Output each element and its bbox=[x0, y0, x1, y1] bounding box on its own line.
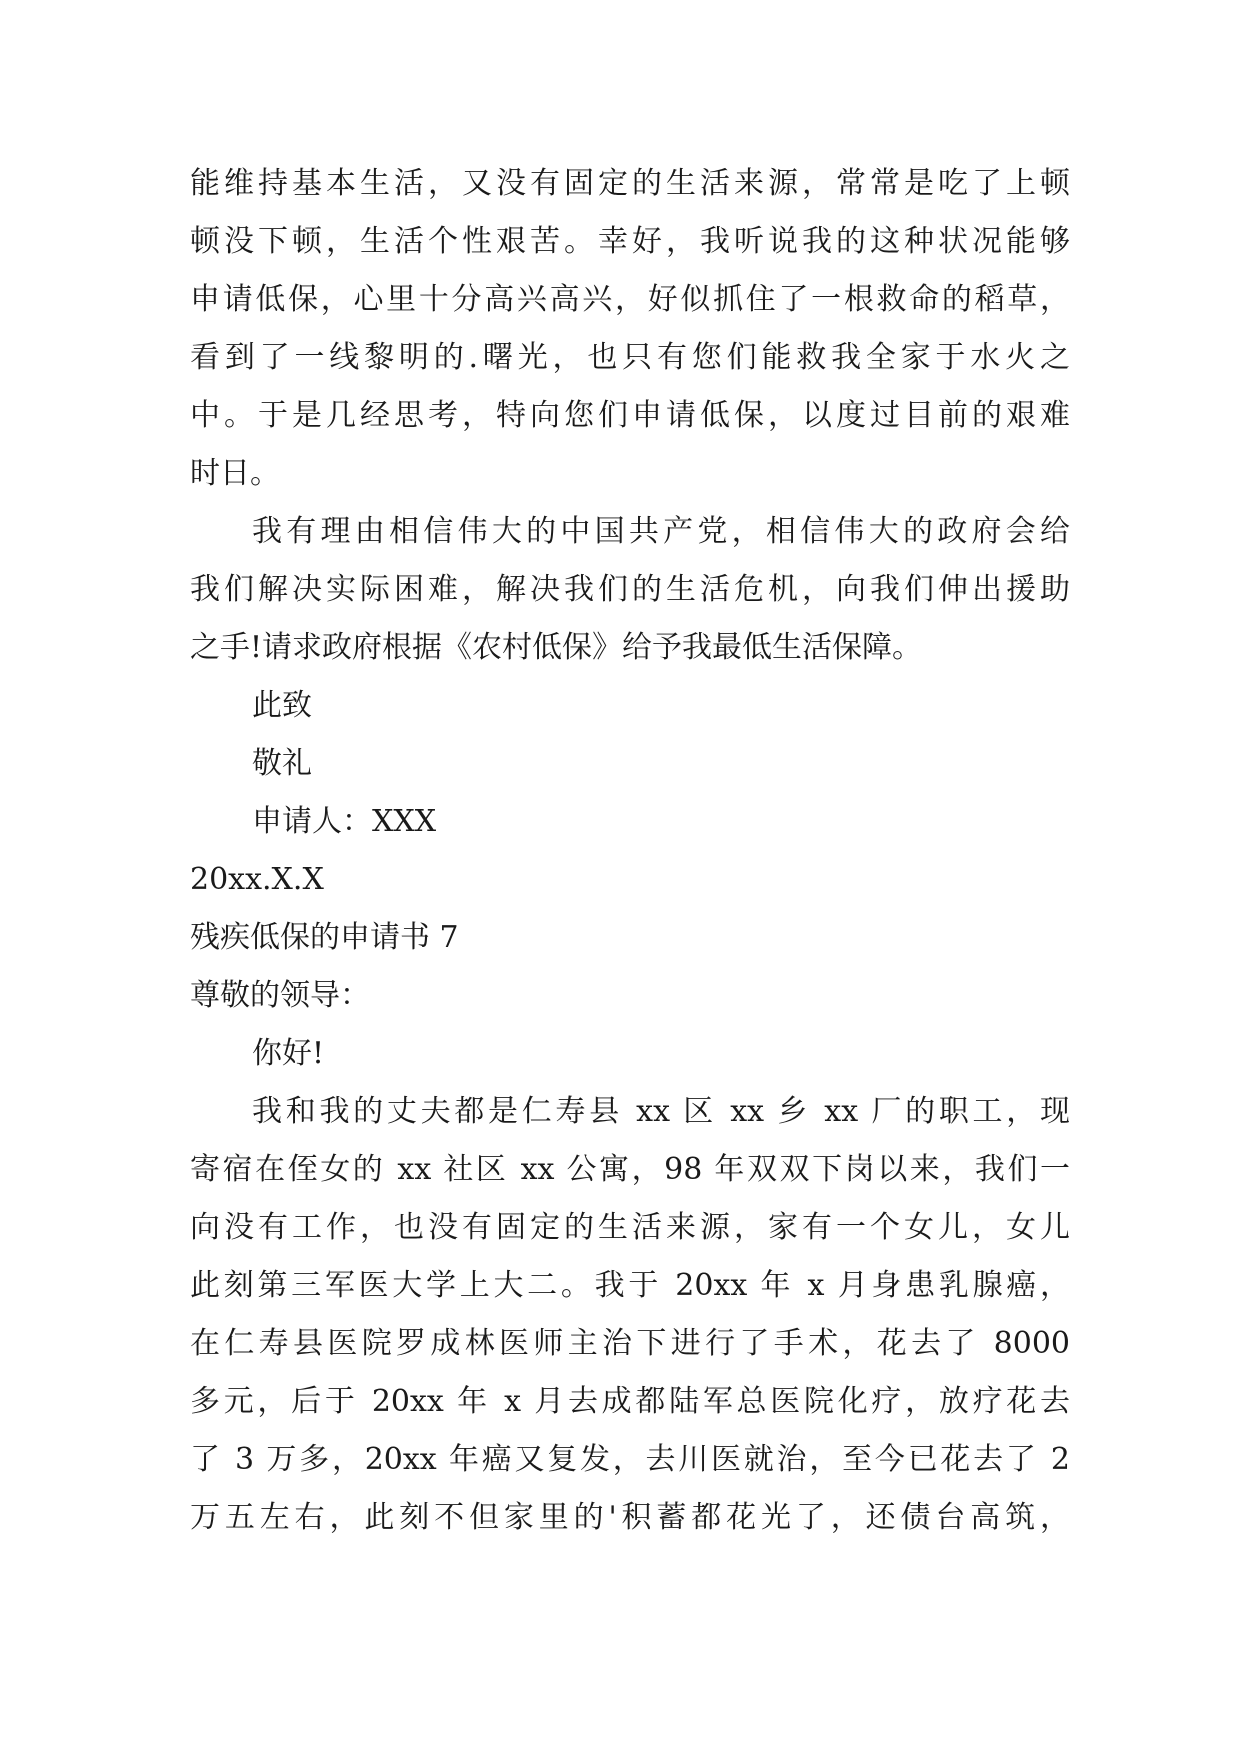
text-line: 万五左右，此刻不但家里的'积蓄都花光了，还债台高筑， bbox=[190, 1500, 1070, 1535]
greeting: 你好! bbox=[252, 1036, 325, 1071]
text-line: 看到了一线黎明的.曙光，也只有您们能救我全家于水火之 bbox=[190, 340, 1070, 375]
text-line: 之手!请求政府根据《农村低保》给予我最低生活保障。 bbox=[190, 630, 923, 665]
text-line: 能维持基本生活，又没有固定的生活来源，常常是吃了上顿 bbox=[190, 166, 1070, 201]
paragraph-first-line: 我有理由相信伟大的中国共产党，相信伟大的政府会给 bbox=[252, 514, 1070, 549]
text-line: 中。于是几经思考，特向您们申请低保，以度过目前的艰难 bbox=[190, 398, 1070, 433]
text-line: 顿没下顿，生活个性艰苦。幸好，我听说我的这种状况能够 bbox=[190, 224, 1070, 259]
applicant-signature: 申请人：XXX bbox=[252, 804, 437, 839]
text-line: 我们解决实际困难，解决我们的生活危机，向我们伸出援助 bbox=[190, 572, 1070, 607]
greeting-recipient: 尊敬的领导： bbox=[190, 978, 370, 1013]
text-line: 向没有工作，也没有固定的生活来源，家有一个女儿，女儿 bbox=[190, 1210, 1070, 1245]
text-line: 此刻第三军医大学上大二。我于 20xx 年 x 月身患乳腺癌， bbox=[190, 1268, 1070, 1303]
paragraph-first-line: 我和我的丈夫都是仁寿县 xx 区 xx 乡 xx 厂的职工，现 bbox=[252, 1094, 1070, 1129]
text-line: 了 3 万多，20xx 年癌又复发，去川医就治，至今已花去了 2 bbox=[190, 1442, 1070, 1477]
text-line: 多元，后于 20xx 年 x 月去成都陆军总医院化疗，放疗花去 bbox=[190, 1384, 1070, 1419]
text-line: 在仁寿县医院罗成林医师主治下进行了手术，花去了 8000 bbox=[190, 1326, 1070, 1361]
text-line: 寄宿在侄女的 xx 社区 xx 公寓，98 年双双下岗以来，我们一 bbox=[190, 1152, 1070, 1187]
text-line: 申请低保，心里十分高兴高兴，好似抓住了一根救命的稻草， bbox=[190, 282, 1070, 317]
text-line: 时日。 bbox=[190, 456, 280, 491]
closing-salutation: 此致 bbox=[252, 688, 312, 723]
date-line: 20xx.X.X bbox=[190, 862, 324, 897]
closing-regards: 敬礼 bbox=[252, 746, 312, 781]
section-title: 残疾低保的申请书 7 bbox=[190, 920, 459, 955]
